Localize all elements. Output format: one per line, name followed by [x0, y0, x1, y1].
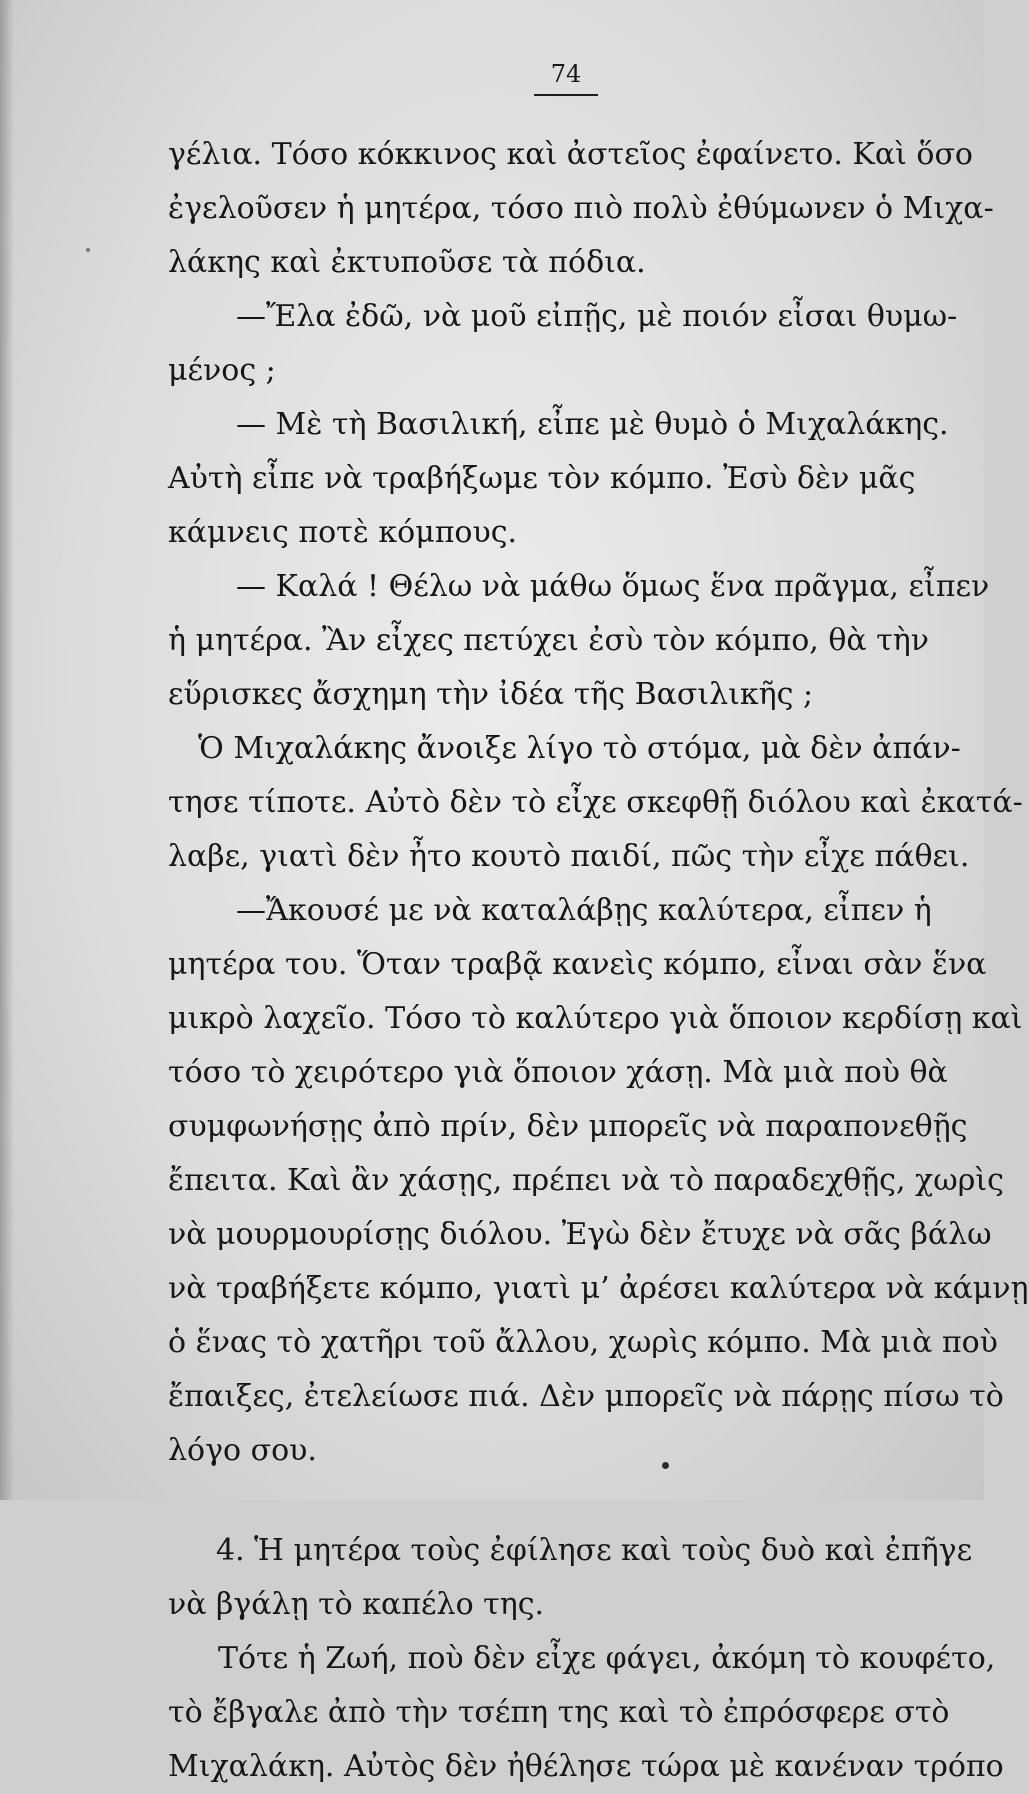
text-line: Μιχαλάκη. Αὐτὸς δὲν ἠθέλησε τώρα μὲ κανέναν τρόπο — [168, 1749, 1004, 1784]
body-text — [168, 128, 1029, 1794]
text-line: τησε τίποτε. Αὐτὸ δὲν τὸ εἶχε σκεφθῇ διόλου καὶ ἐκατά- — [168, 785, 1023, 820]
dialogue-line: —Ἄκουσέ με νὰ καταλάβῃς καλύτερα, εἶπεν ἡ — [236, 893, 932, 928]
section-gap — [168, 1478, 940, 1524]
numbered-paragraph-line: 4. Ἡ μητέρα τοὺς ἐφίλησε καὶ τοὺς δυὸ καὶ ἐπῆγε — [216, 1533, 973, 1568]
text-line: κάμνεις ποτὲ κόμπους. — [168, 515, 518, 550]
text-line: νὰ μουρμουρίσῃς διόλου. Ἐγὼ δὲν ἔτυχε νὰ σᾶς βάλω — [168, 1217, 992, 1252]
ink-speck — [86, 248, 90, 252]
text-line: Αὐτὴ εἶπε νὰ τραβήξωμε τὸν κόμπο. Ἐσὺ δὲν μᾶς — [168, 461, 916, 496]
text-line: νὰ βγάλῃ τὸ καπέλο της. — [168, 1587, 545, 1622]
text-line: λαβε, γιατὶ δὲν ἦτο κουτὸ παιδί, πῶς τὴν εἶχε πάθει. — [168, 839, 970, 874]
dialogue-line: — Μὲ τὴ Βασιλική, εἶπε μὲ θυμὸ ὁ Μιχαλάκης. — [236, 407, 949, 442]
text-line: μητέρα του. Ὅταν τραβᾷ κανεὶς κόμπο, εἶναι σὰν ἕνα — [168, 947, 987, 982]
page-number: 74 — [534, 58, 598, 96]
text-line: γέλια. Τόσο κόκκινος καὶ ἀστεῖος ἐφαίνετο. Καὶ ὅσο — [168, 137, 973, 172]
text-line: λόγο σου. — [168, 1433, 317, 1468]
dialogue-line: — Καλά ! Θέλω νὰ μάθω ὅμως ἕνα πρᾶγμα, εἶπεν — [236, 569, 990, 604]
text-line: τόσο τὸ χειρότερο γιὰ ὅποιον χάσῃ. Μὰ μιὰ ποὺ θὰ — [168, 1055, 948, 1090]
text-line: ἡ μητέρα. Ἂν εἶχες πετύχει ἐσὺ τὸν κόμπο, θὰ τὴν — [168, 623, 930, 658]
paragraph-start-line: Ὁ Μιχαλάκης ἄνοιξε λίγο τὸ στόμα, μὰ δὲν ἀπάν- — [198, 731, 961, 766]
text-line: νὰ τραβήξετε κόμπο, γιατὶ μ’ ἀρέσει καλύτερα νὰ κάμνῃ — [168, 1271, 1029, 1306]
ink-speck — [662, 1462, 669, 1469]
page-edge-shadow — [0, 0, 14, 1500]
text-line: ὁ ἕνας τὸ χατῆρι τοῦ ἄλλου, χωρὶς κόμπο. Μὰ μιὰ ποὺ — [168, 1325, 998, 1360]
text-line: μικρὸ λαχεῖο. Τόσο τὸ καλύτερο γιὰ ὅποιον κερδίσῃ καὶ — [168, 1001, 1023, 1036]
text-line: ἐγελοῦσεν ἡ μητέρα, τόσο πιὸ πολὺ ἐθύμωνεν ὁ Μιχα- — [168, 191, 994, 226]
text-line: συμφωνήσῃς ἀπὸ πρίν, δὲν μπορεῖς νὰ παραπονεθῇς — [168, 1109, 968, 1144]
paragraph-start-line: Τότε ἡ Ζωή, ποὺ δὲν εἶχε φάγει, ἀκόμη τὸ κουφέτο, — [218, 1641, 996, 1676]
text-line: εὕρισκες ἄσχημη τὴν ἰδέα τῆς Βασιλικῆς ; — [168, 677, 814, 712]
text-line: λάκης καὶ ἐκτυποῦσε τὰ πόδια. — [168, 245, 646, 280]
text-line: τὸ ἔβγαλε ἀπὸ τὴν τσέπη της καὶ τὸ ἐπρόσφερε στὸ — [168, 1695, 950, 1730]
text-line: ἔπειτα. Καὶ ἂν χάσῃς, πρέπει νὰ τὸ παραδεχθῇς, χωρὶς — [168, 1163, 1004, 1198]
text-line: ἔπαιξες, ἐτελείωσε πιά. Δὲν μπορεῖς νὰ πάρῃς πίσω τὸ — [168, 1379, 1004, 1414]
dialogue-line: —Ἔλα ἐδῶ, νὰ μοῦ εἰπῇς, μὲ ποιόν εἶσαι θυμω- — [236, 299, 958, 334]
text-line: μένος ; — [168, 353, 276, 388]
